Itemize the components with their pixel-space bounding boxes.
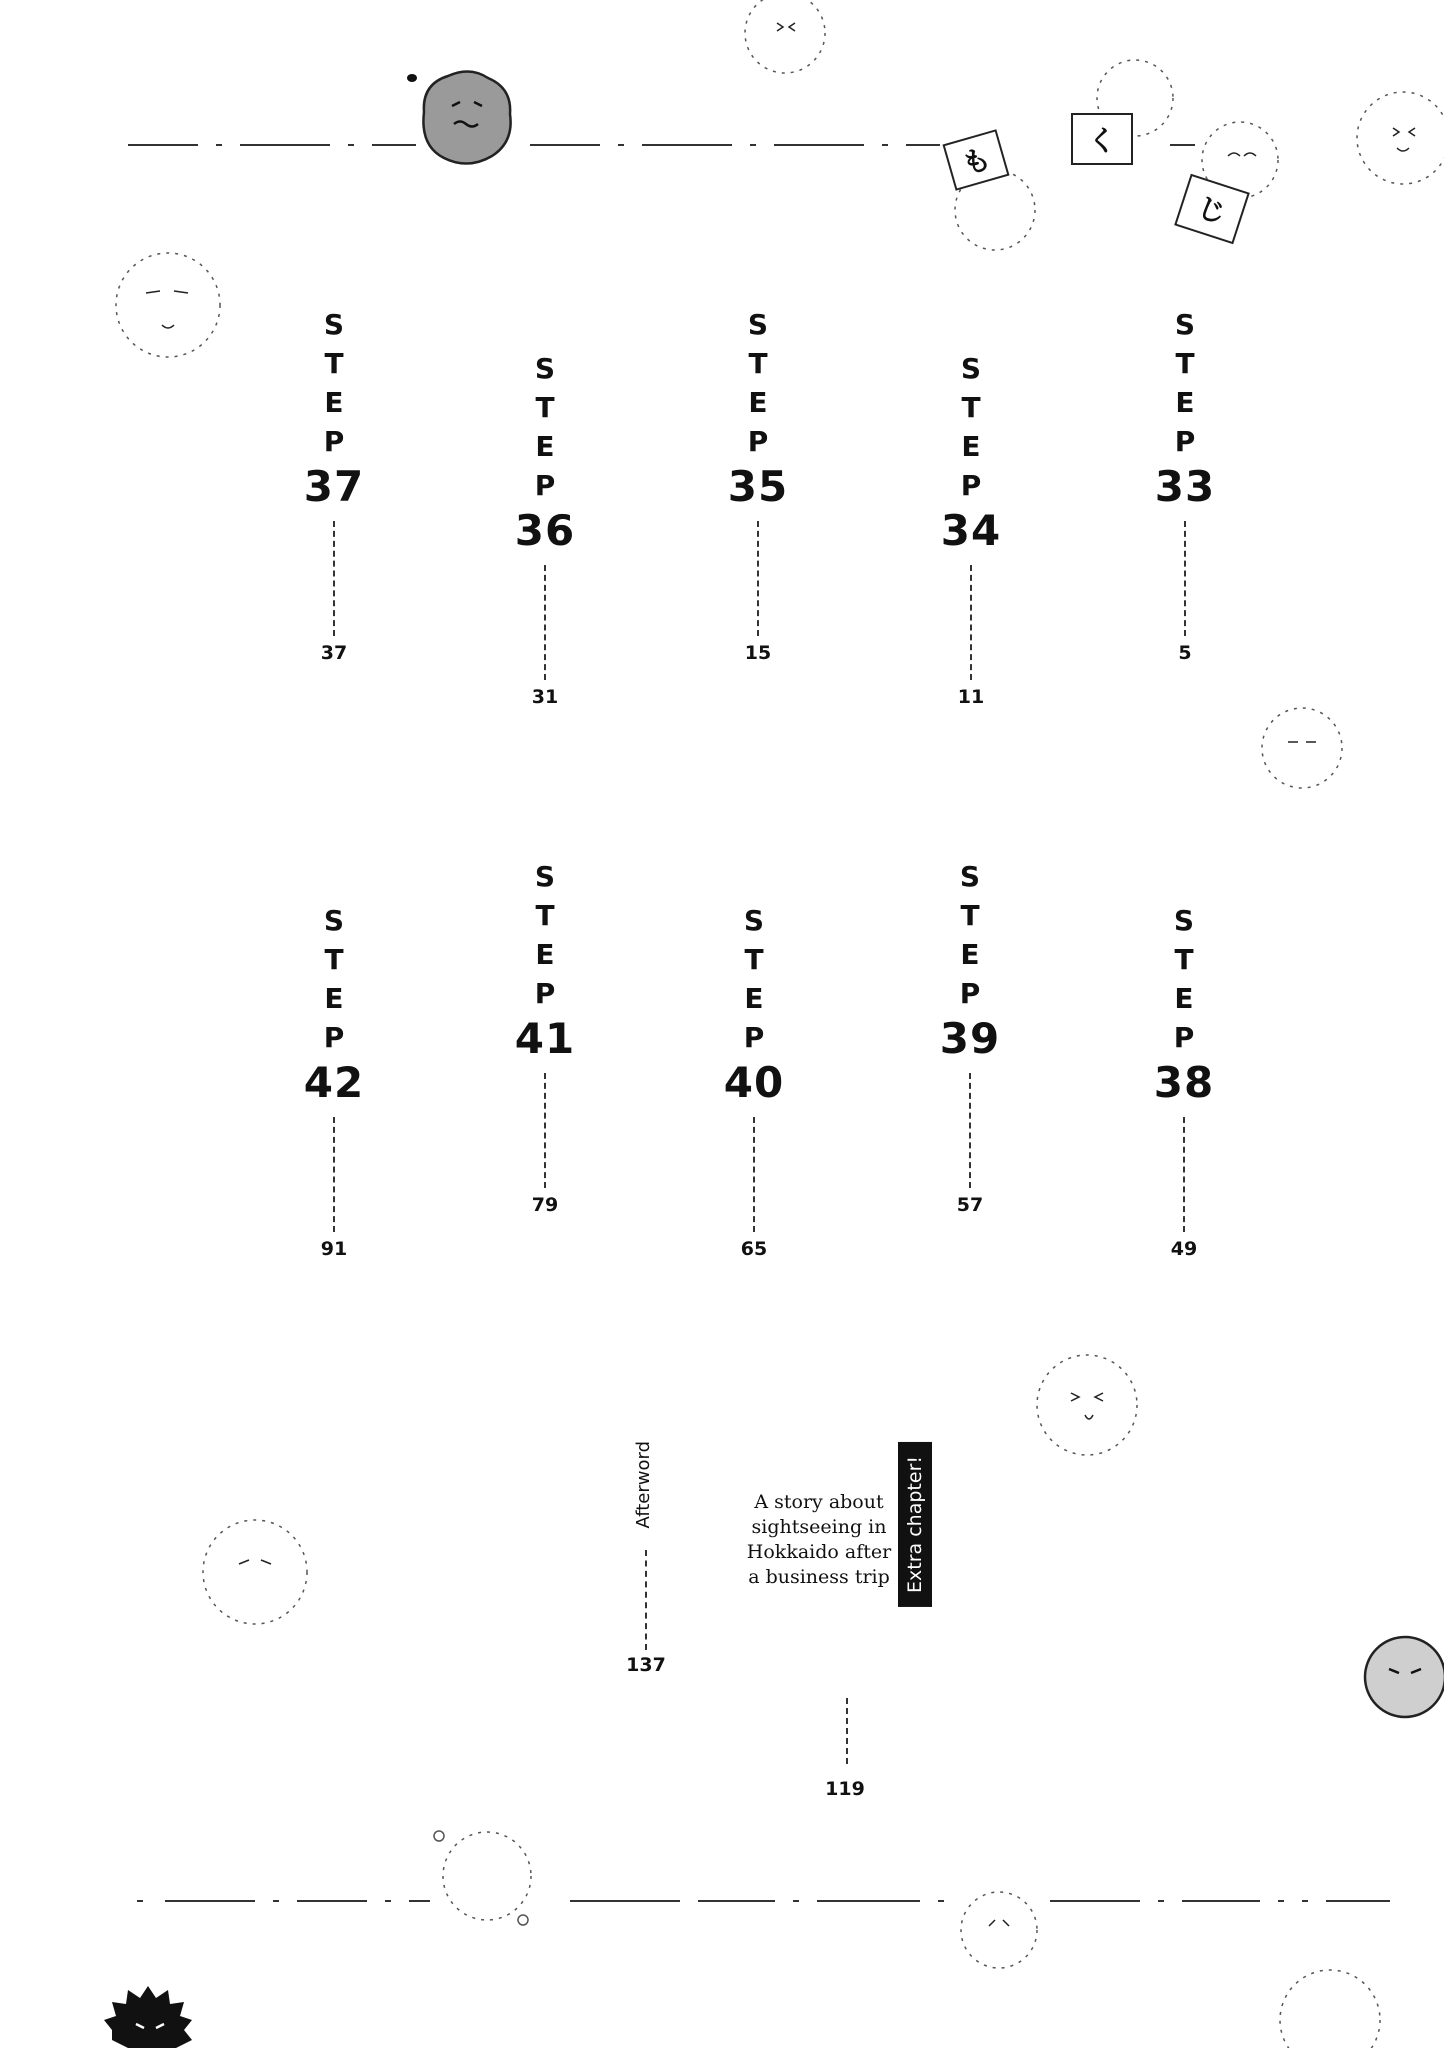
page-number: 57: [956, 1194, 984, 1216]
step-42-entry[interactable]: [274, 901, 394, 1260]
story-line: A story about: [754, 1491, 884, 1513]
step-letter: S: [959, 860, 981, 893]
step-letter: E: [535, 430, 555, 463]
leader-dash: [969, 1073, 971, 1188]
fuzzy-mascot-bottom-left: [434, 1831, 531, 1925]
leader-dash: [333, 521, 335, 636]
fuzzy-mascot-right-lower: [1037, 1355, 1137, 1455]
step-letter: T: [748, 347, 768, 380]
step-37-entry[interactable]: [274, 305, 394, 664]
page-number: 65: [740, 1238, 768, 1260]
step-number: 41: [514, 1014, 576, 1063]
fuzzy-mascot-right-mid: [1262, 708, 1342, 788]
story-line: sightseeing in: [751, 1516, 887, 1538]
step-41-entry[interactable]: [485, 857, 605, 1216]
step-letter: S: [534, 352, 556, 385]
story-line: a business trip: [748, 1566, 890, 1588]
page-number: 11: [957, 686, 985, 708]
step-letter: S: [323, 308, 345, 341]
step-letter: T: [1174, 943, 1194, 976]
extra-story-description: [744, 1490, 894, 1590]
step-letter: S: [747, 308, 769, 341]
step-number: 35: [727, 462, 789, 511]
step-38-entry[interactable]: [1124, 901, 1244, 1260]
step-letter: T: [324, 347, 344, 380]
step-letter: P: [747, 425, 769, 458]
step-number: 36: [514, 506, 576, 555]
step-letter: E: [324, 982, 344, 1015]
leader-dash: [544, 565, 546, 680]
afterword-label[interactable]: Afterword: [633, 1441, 654, 1529]
leader-dash: [970, 565, 972, 680]
step-letter: T: [960, 899, 980, 932]
page-number: 15: [744, 642, 772, 664]
extra-chapter-label[interactable]: Extra chapter!: [898, 1442, 932, 1607]
step-number: 38: [1153, 1058, 1215, 1107]
title-tile-ku: く: [1071, 113, 1133, 165]
step-number: 34: [940, 506, 1002, 555]
step-letter: E: [324, 386, 344, 419]
title-tile-ji: じ: [1174, 174, 1250, 245]
leader-dash: [753, 1117, 755, 1232]
step-number: 42: [303, 1058, 365, 1107]
step-33-entry[interactable]: [1125, 305, 1245, 664]
step-letter: E: [960, 938, 980, 971]
step-letter: T: [535, 899, 555, 932]
fuzzy-mascot-top-center: [745, 0, 825, 73]
step-35-entry[interactable]: [698, 305, 818, 664]
extra-leader-dash: [846, 1698, 848, 1764]
step-letter: E: [1174, 982, 1194, 1015]
step-letter: P: [959, 977, 981, 1010]
extra-page-number: 119: [825, 1778, 865, 1800]
black-spiky-mascot-bottom-left: [104, 1986, 192, 2048]
page-number: 37: [320, 642, 348, 664]
step-letter: P: [323, 1021, 345, 1054]
leader-dash: [757, 521, 759, 636]
step-letter: P: [743, 1021, 765, 1054]
page-number: 5: [1178, 642, 1192, 664]
step-number: 37: [303, 462, 365, 511]
step-number: 40: [723, 1058, 785, 1107]
page-number: 79: [531, 1194, 559, 1216]
step-letter: T: [744, 943, 764, 976]
leader-dash: [1183, 1117, 1185, 1232]
step-letter: P: [534, 977, 556, 1010]
step-letter: T: [535, 391, 555, 424]
afterword-leader-dash: [645, 1550, 647, 1650]
step-letter: S: [743, 904, 765, 937]
step-34-entry[interactable]: [911, 349, 1031, 708]
step-letter: P: [323, 425, 345, 458]
step-letter: S: [1173, 904, 1195, 937]
step-letter: S: [323, 904, 345, 937]
title-tile-mo: も: [942, 129, 1009, 191]
leader-dash: [1184, 521, 1186, 636]
step-letter: E: [748, 386, 768, 419]
fuzzy-mascot-far-right: [1357, 92, 1444, 184]
step-39-entry[interactable]: [910, 857, 1030, 1216]
fuzzy-mascot-left-lower: [203, 1520, 307, 1624]
step-number: 33: [1154, 462, 1216, 511]
story-line: Hokkaido after: [746, 1541, 892, 1563]
step-letter: P: [1173, 1021, 1195, 1054]
leader-dash: [544, 1073, 546, 1188]
gray-mascot-top: [407, 71, 511, 163]
leader-dash: [333, 1117, 335, 1232]
step-letter: E: [1175, 386, 1195, 419]
step-letter: S: [1174, 308, 1196, 341]
step-number: 39: [939, 1014, 1001, 1063]
step-letter: T: [324, 943, 344, 976]
afterword-page-number: 137: [626, 1654, 666, 1676]
step-letter: S: [534, 860, 556, 893]
step-letter: P: [1174, 425, 1196, 458]
step-letter: P: [960, 469, 982, 502]
step-40-entry[interactable]: [694, 901, 814, 1260]
fuzzy-mascot-bottom-right: [1280, 1970, 1380, 2048]
step-letter: T: [1175, 347, 1195, 380]
step-letter: P: [534, 469, 556, 502]
page-number: 91: [320, 1238, 348, 1260]
step-letter: E: [744, 982, 764, 1015]
step-letter: T: [961, 391, 981, 424]
fuzzy-mascot-left: [116, 253, 220, 357]
page-number: 49: [1170, 1238, 1198, 1260]
fuzzy-mascot-bottom-center: [961, 1892, 1037, 1968]
step-letter: S: [960, 352, 982, 385]
page-number: 31: [531, 686, 559, 708]
step-letter: E: [535, 938, 555, 971]
gray-mascot-right-edge: [1365, 1637, 1444, 1717]
step-36-entry[interactable]: [485, 349, 605, 708]
step-letter: E: [961, 430, 981, 463]
